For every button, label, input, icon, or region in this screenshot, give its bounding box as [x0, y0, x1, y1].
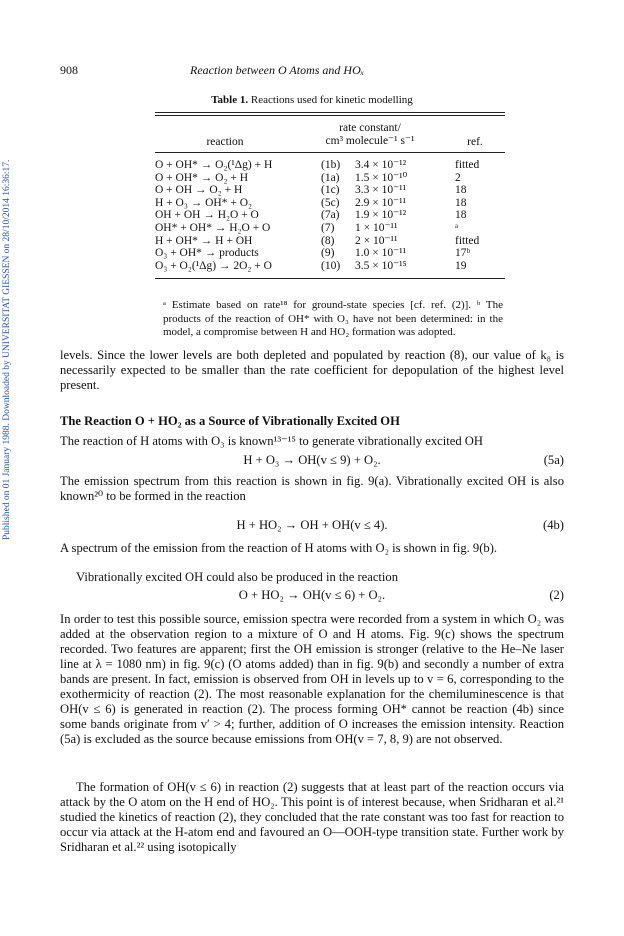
table-header-rule	[155, 152, 505, 153]
section-heading: The Reaction O + HO₂ as a Source of Vibrationally Excited OH	[60, 414, 400, 428]
reaction-cell: OH* + OH* → H₂O + O	[155, 221, 271, 234]
table-bottom-rule	[155, 278, 505, 279]
rate-constant-cell: 1.0 × 10⁻¹¹	[355, 247, 407, 260]
rate-constant-cell: 2 × 10⁻¹¹	[355, 234, 398, 247]
reaction-cell: O₃ + O₂(¹Δg) → 2O₂ + O	[155, 259, 272, 272]
table-row	[155, 159, 505, 172]
reaction-label-cell: (7)	[321, 221, 335, 234]
table-row	[155, 172, 505, 185]
reaction-cell: H + OH* → H + OH	[155, 234, 253, 247]
reaction-label-cell: (5c)	[321, 196, 340, 209]
table-caption	[0, 94, 624, 106]
reaction-label-cell: (9)	[321, 247, 335, 260]
table-caption-label: Table 1.	[211, 94, 249, 106]
table-row	[155, 197, 505, 210]
reaction-label-cell: (1c)	[321, 184, 340, 197]
table-footnote: ᵃ Estimate based on rate¹⁸ for ground-state species [cf. ref. (2)]. ᵇ The products of the reaction of OH* with O₃ have not been determined: in the model, a compromise between H and HO₂ formation was adopted.	[163, 299, 503, 338]
reference-cell: 2	[455, 171, 461, 184]
reference-cell: fitted	[455, 159, 480, 171]
column-header-rate-line1: rate constant/	[339, 122, 401, 134]
column-header-ref: ref.	[467, 136, 483, 148]
table-row	[155, 222, 505, 235]
equation-number: (5a)	[543, 453, 564, 467]
table-row	[155, 235, 505, 248]
reaction-cell: O + OH → O₂ + H	[155, 184, 243, 197]
column-header-rate-line2: cm³ molecule⁻¹ s⁻¹	[325, 135, 415, 147]
reaction-label-cell: (1b)	[321, 159, 341, 171]
reaction-table	[155, 112, 505, 279]
table-row	[155, 209, 505, 222]
paragraph: The emission spectrum from this reaction is shown in fig. 9(a). Vibrationally excited OH is also known²⁰ to be formed in the reaction	[60, 474, 564, 503]
page-number: 908	[60, 63, 78, 77]
column-header-rate	[295, 122, 445, 148]
rate-constant-cell: 3.4 × 10⁻¹²	[355, 159, 407, 171]
paragraph: Vibrationally excited OH could also be produced in the reaction	[76, 570, 399, 584]
reaction-cell: H + O₃ → OH* + O₂	[155, 196, 253, 209]
rate-constant-cell: 1 × 10⁻¹¹	[355, 221, 398, 234]
equation-body: H + HO₂ → OH + OH(v ≤ 4).	[236, 518, 388, 532]
reaction-label-cell: (10)	[321, 259, 341, 272]
rate-constant-cell: 1.5 × 10⁻¹⁰	[355, 171, 408, 184]
page-header	[60, 63, 564, 79]
reaction-label-cell: (1a)	[321, 171, 340, 184]
reference-cell: 18	[455, 196, 467, 209]
table-row	[155, 260, 505, 273]
equation-number: (4b)	[543, 518, 564, 532]
reference-cell: fitted	[455, 234, 480, 247]
equation-number: (2)	[549, 588, 564, 602]
reference-cell: 18	[455, 209, 467, 222]
equation-2	[60, 588, 564, 604]
table-row	[155, 247, 505, 260]
rate-constant-cell: 1.9 × 10⁻¹²	[355, 209, 407, 222]
reaction-cell: OH + OH → H₂O + O	[155, 209, 259, 222]
reaction-cell: O₃ + OH* → products	[155, 247, 259, 260]
equation-body: O + HO₂ → OH(v ≤ 6) + O₂.	[238, 588, 386, 602]
table-body	[155, 159, 505, 272]
rate-constant-cell: 3.3 × 10⁻¹¹	[355, 184, 407, 197]
table-column-headers	[155, 116, 505, 152]
running-title: Reaction between O Atoms and HOₓ	[190, 63, 365, 77]
table-row	[155, 184, 505, 197]
reaction-cell: O + OH* → O₂ + H	[155, 171, 249, 184]
reference-cell: 18	[455, 184, 467, 197]
reaction-cell: O + OH* → O₂(¹Δg) + H	[155, 159, 273, 171]
rate-constant-cell: 3.5 × 10⁻¹⁵	[355, 259, 407, 272]
paragraph: levels. Since the lower levels are both depleted and populated by reaction (8), our value of k₈ is necessarily expected to be smaller than the rate coefficient for depopulation of the highest level present.	[60, 348, 564, 392]
download-watermark: Published on 01 January 1988. Downloaded by UNIVERSITAT GIESSEN on 28/10/2014 16:36:17.	[2, 159, 12, 541]
paragraph: The formation of OH(v ≤ 6) in reaction (2) suggests that at least part of the reaction occurs via attack by the O atom on the H end of HO₂. This point is of interest because, when Sridharan et al.²¹ studied the kinetics of reaction (2), they concluded that the rate constant was too fast for reaction to occur via attack at the H-atom end and favoured an O—OOH-type transition state. Further work by Sridharan et al.²² using isotopically	[60, 780, 564, 854]
column-header-reaction: reaction	[206, 136, 244, 148]
reaction-label-cell: (7a)	[321, 209, 340, 222]
paragraph: A spectrum of the emission from the reaction of H atoms with O₂ is shown in fig. 9(b).	[60, 541, 498, 555]
reaction-label-cell: (8)	[321, 234, 335, 247]
equation-body: H + O₃ → OH(v ≤ 9) + O₂.	[243, 453, 381, 467]
equation-5a	[60, 453, 564, 469]
paragraph: The reaction of H atoms with O₃ is known¹³⁻¹⁵ to generate vibrationally excited OH	[60, 434, 483, 448]
reference-cell: 17ᵇ	[455, 247, 471, 260]
rate-constant-cell: 2.9 × 10⁻¹¹	[355, 196, 407, 209]
table-caption-text: Reactions used for kinetic modelling	[248, 94, 413, 106]
paragraph: In order to test this possible source, emission spectra were recorded from a system in which O₂ was added at the observation region to a mixture of O and H atoms. Fig. 9(c) shows the spectrum recorded. Two features are apparent; first the OH emission is stronger (relative to the He–Ne laser line at λ = 1080 nm) in fig. 9(c) (O atoms added) than in fig. 9(b) and secondly a number of extra bands are present. In fact, emission is observed from OH in levels up to v = 6, corresponding to the exothermicity of reaction (2). The most reasonable explanation for the chemiluminescence is that OH(v ≤ 6) is generated in reaction (2). The process forming OH* cannot be reaction (4b) since some bands originate from v′ > 4; further, addition of O increases the emission intensity. Reaction (5a) is excluded as the source because emissions from OH(v = 7, 8, 9) are not observed.	[60, 612, 564, 746]
reference-cell: 19	[455, 259, 467, 272]
reference-cell: ᵃ	[455, 221, 459, 234]
equation-4b	[60, 518, 564, 534]
